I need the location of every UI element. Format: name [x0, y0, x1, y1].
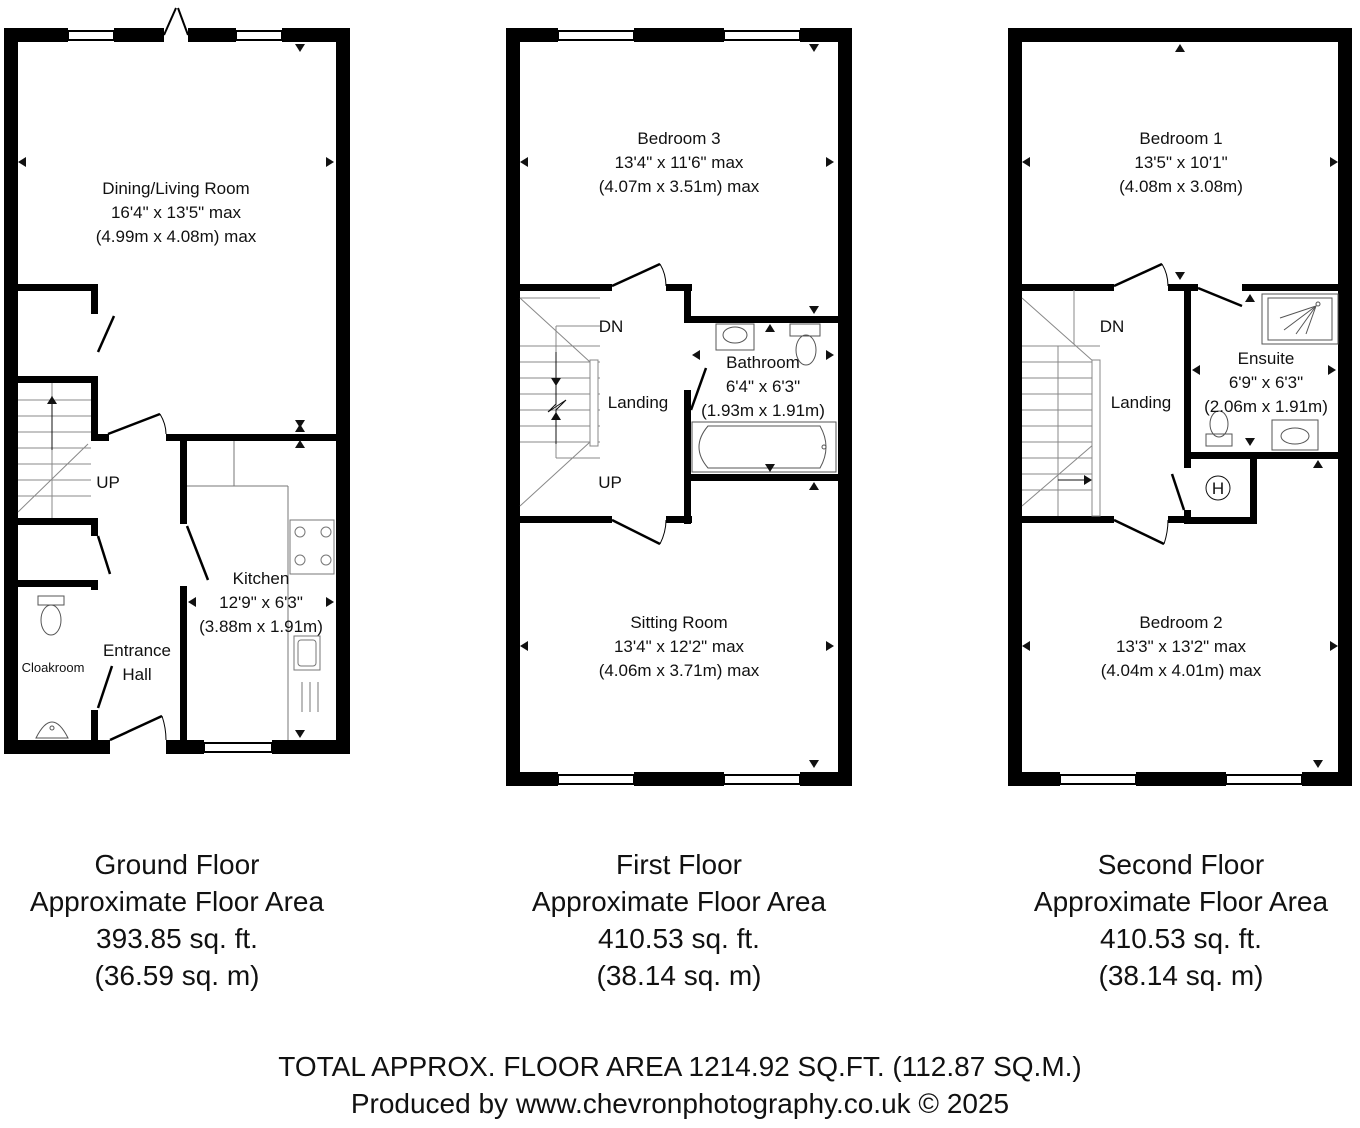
first-stairs-up-label: UP — [598, 473, 622, 492]
svg-text:Landing — [608, 393, 669, 412]
ensuite-name: Ensuite — [1237, 349, 1295, 368]
sitting-room-name: Sitting Room — [630, 613, 728, 632]
ground-floor-sqm: (36.59 sq. m) — [94, 960, 260, 991]
first-floor-plan — [506, 28, 852, 786]
ground-floor-plan — [4, 8, 350, 754]
heater-cupboard-label: H — [1211, 479, 1225, 498]
svg-text:DN — [1100, 317, 1125, 336]
svg-text:(4.06m x 3.71m) max — [599, 661, 760, 680]
svg-text:Sitting Room — [630, 613, 727, 632]
kitchen-name: Kitchen — [232, 569, 290, 588]
bedroom3-dims-metric: (4.07m x 3.51m) max — [598, 177, 760, 196]
svg-text:Landing — [1111, 393, 1172, 412]
bathroom-fittings — [692, 324, 836, 472]
hall-name-line1: Entrance — [102, 641, 172, 660]
svg-text:(2.06m x 1.91m) — [1204, 397, 1328, 416]
svg-text:Bathroom — [726, 353, 800, 372]
ground-floor-doors — [98, 316, 208, 740]
svg-text:6'9" x 6'3" — [1229, 373, 1303, 392]
second-floor-title: Second Floor — [1097, 849, 1265, 880]
bedroom2-dims-imperial: 13'3" x 13'2" max — [1115, 637, 1247, 656]
ensuite-dims-imperial: 6'9" x 6'3" — [1228, 373, 1304, 392]
svg-text:(3.88m x 1.91m) — [199, 617, 323, 636]
svg-text:Bedroom 2 — [1139, 613, 1222, 632]
bedroom1-dims-imperial: 13'5" x 10'1" — [1134, 153, 1228, 172]
ensuite-dims-metric: (2.06m x 1.91m) — [1204, 397, 1328, 416]
svg-text:13'4" x 12'2" max — [614, 637, 745, 656]
hall-name-line2: Hall — [122, 665, 152, 684]
svg-text:6'4" x 6'3" — [726, 377, 800, 396]
svg-text:(4.99m x 4.08m) max — [96, 227, 257, 246]
svg-text:Ensuite — [1238, 349, 1295, 368]
ground-floor-windows — [68, 31, 282, 752]
svg-text:13'4" x 11'6" max — [615, 153, 744, 172]
bathroom-dims-metric: (1.93m x 1.91m) — [701, 401, 825, 420]
bedroom1-name: Bedroom 1 — [1139, 129, 1223, 148]
kitchen-dims-metric: (3.88m x 1.91m) — [199, 617, 323, 636]
first-landing-name: Landing — [607, 393, 669, 412]
dining-room-name: Dining/Living Room — [102, 179, 250, 198]
sitting-room-dims-imperial: 13'4" x 12'2" max — [613, 637, 745, 656]
svg-text:Cloakroom — [22, 660, 85, 675]
first-floor-caption — [479, 846, 879, 994]
svg-text:Entrance — [103, 641, 171, 660]
svg-text:(4.08m x 3.08m) — [1119, 177, 1243, 196]
svg-text:Bedroom 3 — [637, 129, 720, 148]
svg-text:Bedroom 1 — [1139, 129, 1222, 148]
second-floor-area-caption: Approximate Floor Area — [1033, 886, 1329, 917]
ground-floor-area-caption: Approximate Floor Area — [29, 886, 325, 917]
bathroom-name: Bathroom — [726, 353, 800, 372]
first-stairs-down-label: DN — [598, 317, 624, 336]
total-floor-area: TOTAL APPROX. FLOOR AREA 1214.92 SQ.FT. (112.87 SQ.M.) — [278, 1051, 1082, 1082]
svg-text:Dining/Living Room — [102, 179, 249, 198]
french-doors — [164, 8, 188, 35]
svg-text:UP — [96, 473, 120, 492]
svg-text:13'3" x 13'2" max — [1116, 637, 1247, 656]
first-floor-sqft: 410.53 sq. ft. — [598, 923, 760, 954]
second-floor-caption — [981, 846, 1360, 994]
svg-text:H — [1212, 479, 1224, 498]
dining-room-dims-imperial: 16'4" x 13'5" max — [110, 203, 242, 222]
bedroom2-name: Bedroom 2 — [1139, 613, 1223, 632]
bedroom2-dims-metric: (4.04m x 4.01m) max — [1100, 661, 1262, 680]
svg-text:(1.93m x 1.91m) — [701, 401, 825, 420]
ground-floor-title: Ground Floor — [94, 849, 260, 880]
kitchen-fittings — [187, 441, 334, 740]
ground-floor-caption — [0, 846, 377, 994]
sitting-room-dims-metric: (4.06m x 3.71m) max — [598, 661, 760, 680]
first-floor-stairs — [520, 298, 600, 506]
dining-room-dims-metric: (4.99m x 4.08m) max — [95, 227, 257, 246]
bedroom3-dims-imperial: 13'4" x 11'6" max — [614, 153, 744, 172]
bedroom3-name: Bedroom 3 — [637, 129, 721, 148]
first-floor-area-caption: Approximate Floor Area — [531, 886, 827, 917]
svg-text:12'9" x 6'3" — [219, 593, 303, 612]
svg-text:DN — [599, 317, 624, 336]
svg-text:(4.07m x 3.51m) max — [599, 177, 760, 196]
svg-text:16'4" x 13'5" max — [111, 203, 242, 222]
second-floor-sqft: 410.53 sq. ft. — [1100, 923, 1262, 954]
svg-text:Hall — [122, 665, 151, 684]
svg-text:13'5" x 10'1" — [1134, 153, 1227, 172]
second-stairs-down-label: DN — [1099, 317, 1125, 336]
footer — [0, 1048, 1360, 1122]
kitchen-dims-imperial: 12'9" x 6'3" — [219, 593, 303, 612]
svg-text:Kitchen — [233, 569, 290, 588]
bathroom-dims-imperial: 6'4" x 6'3" — [725, 377, 801, 396]
producer-credit: Produced by www.chevronphotography.co.uk © 2025 — [350, 1088, 1010, 1119]
second-landing-name: Landing — [1110, 393, 1172, 412]
bedroom1-dims-metric: (4.08m x 3.08m) — [1119, 177, 1243, 196]
ground-stairs-up-label: UP — [96, 473, 120, 492]
ground-floor-sqft: 393.85 sq. ft. — [96, 923, 258, 954]
second-floor-sqm: (38.14 sq. m) — [1098, 960, 1264, 991]
second-floor-plan — [1008, 28, 1352, 786]
cloakroom-name: Cloakroom — [21, 660, 85, 675]
svg-text:UP — [598, 473, 622, 492]
first-floor-title: First Floor — [616, 849, 742, 880]
first-floor-sqm: (38.14 sq. m) — [596, 960, 762, 991]
svg-text:(4.04m x 4.01m) max — [1101, 661, 1262, 680]
